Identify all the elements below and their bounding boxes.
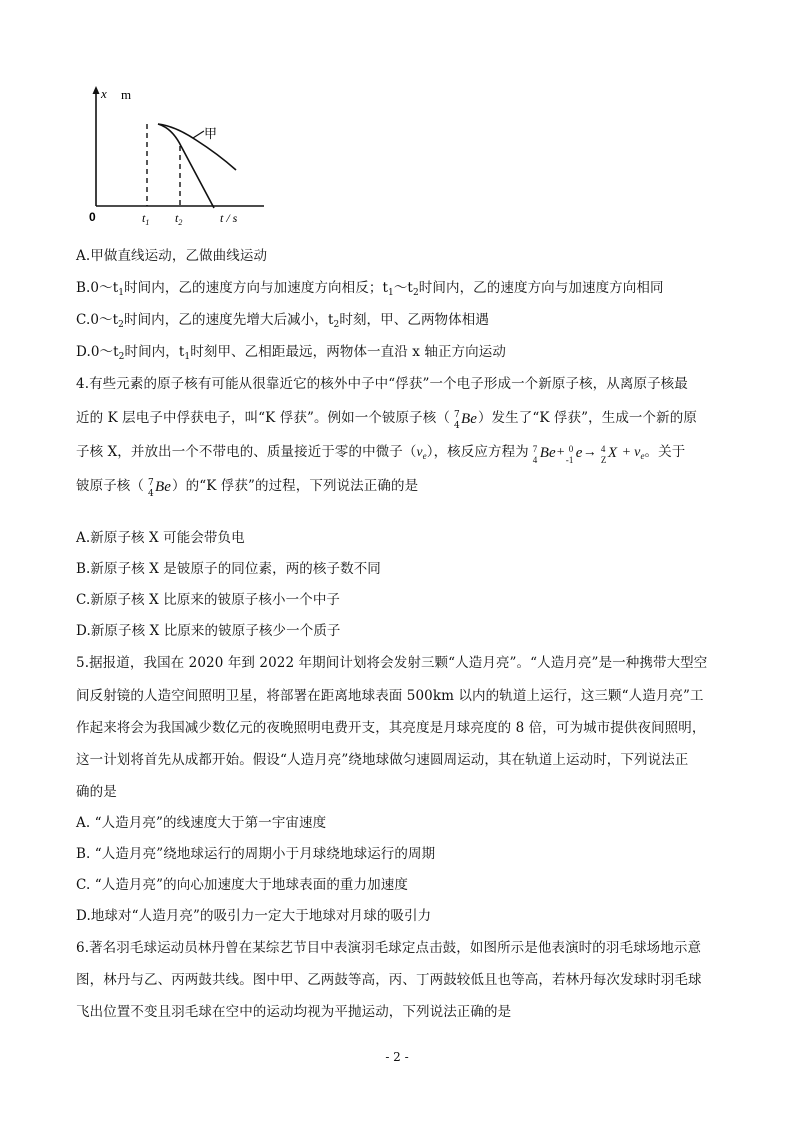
q4-stem-line3: 子核 X，并放出一个不带电的、质量接近于零的中微子$(\nu_e)$，核反应方程为 7 4 Be + 0 -1 e → 4 Z X + $\nu_e$。关于	[76, 443, 686, 465]
q4-option-a: A.新原子核 X 可能会带负电	[76, 530, 245, 546]
origin-label: 0	[89, 210, 96, 224]
q3-option-c: $C.0\sim t_2$时间内，乙的速度先增大后减小，$t_2$时刻，甲、乙两物体相遇	[76, 312, 489, 330]
q6-stem-line2: 图，林丹与乙、丙两鼓共线。图中甲、乙两鼓等高，丙、丁两鼓较低且也等高，若林丹每次发球时羽毛球	[76, 972, 702, 988]
q6-stem-line3: 飞出位置不变且羽毛球在空中的运动均视为平抛运动，下列说法正确的是	[76, 1004, 512, 1020]
xt-graph	[80, 84, 280, 234]
q5-option-d: D.地球对“人造月亮”的吸引力一定大于地球对月球的吸引力	[76, 908, 432, 924]
q5-stem-line1: 5.据报道，我国在 2020 年到 2022 年期间计划将会发射三颗“人造月亮”。“人造月亮”是一种携带大型空	[76, 655, 708, 671]
q4-stem-line1: 4.有些元素的原子核有可能从很靠近它的核外中子中“俘获”一个电子形成一个新原子核，从离原子核最	[76, 376, 688, 392]
jia-label: 甲	[204, 127, 218, 142]
y-axis-arrow	[93, 86, 100, 94]
y-axis-label: x	[101, 86, 107, 101]
be-nuclide: 7 4 Be	[148, 477, 172, 499]
q3-option-a: A.甲做直线运动，乙做曲线运动	[76, 248, 268, 264]
q5-stem-line4: 这一计划将首先从成都开始。假设“人造月亮”绕地球做匀速圆周运动，其在轨道上运动时，下列说法正	[76, 752, 689, 768]
q4-option-b: B.新原子核 X 是铍原子的同位素，两的核子数不同	[76, 561, 381, 577]
q3-option-d: $D.0\sim t_2$时间内，$t_1$时刻甲、乙相距最远，两物体一直沿 x 轴正方向运动	[76, 344, 506, 362]
q5-option-a: A. “人造月亮”的线速度大于第一宇宙速度	[76, 815, 327, 831]
be-nuclide: 7 4 Be	[453, 409, 477, 431]
t1-label: $t_1$	[142, 211, 150, 227]
q6-stem-line1: 6.著名羽毛球运动员林丹曾在某综艺节目中表演羽毛球定点击鼓，如图所示是他表演时的羽毛球场地示意	[76, 940, 702, 956]
nuclear-equation: 7 4 Be + 0 -1 e → 4 Z X + $\nu_e$	[532, 443, 645, 465]
q5-option-c: C. “人造月亮”的向心加速度大于地球表面的重力加速度	[76, 877, 408, 893]
jia-leader-line	[193, 131, 204, 138]
x-axis-label: t / s	[220, 211, 238, 225]
q5-stem-line2: 间反射镜的人造空间照明卫星，将部署在距离地球表面 500km 以内的轨道上运行，这三颗“人造月亮”工	[76, 688, 704, 704]
q5-stem-line5: 确的是	[76, 784, 117, 800]
q4-stem-line2: 近的 K 层电子中俘获电子，叫“K 俘获”。例如一个铍原子核（ 7 4 Be ）发生了“K 俘获”，生成一个新的原	[76, 409, 697, 431]
q4-stem-line4: 铍原子核（ 7 4 Be ）的“K 俘获”的过程，下列说法正确的是	[76, 477, 419, 499]
q4-option-d: D.新原子核 X 比原来的铍原子核少一个质子	[76, 623, 341, 639]
t2-label: $t_2$	[175, 211, 183, 227]
page-number: - 2 -	[385, 1050, 409, 1064]
q4-option-c: C.新原子核 X 比原来的铍原子核小一个中子	[76, 592, 341, 608]
y-unit-label: m	[121, 87, 132, 102]
q3-option-b: $B.0\sim t_1$时间内，乙的速度方向与加速度方向相反；$t_1\sim t_2$时间内，乙的速度方向与加速度方向相同	[76, 280, 664, 298]
q5-option-b: B. “人造月亮”绕地球运行的周期小于月球绕地球运行的周期	[76, 846, 436, 862]
q5-stem-line3: 作起来将会为我国减少数亿元的夜晚照明电费开支，其亮度是月球亮度的 8 倍，可为城市提供夜间照明，	[76, 720, 706, 736]
